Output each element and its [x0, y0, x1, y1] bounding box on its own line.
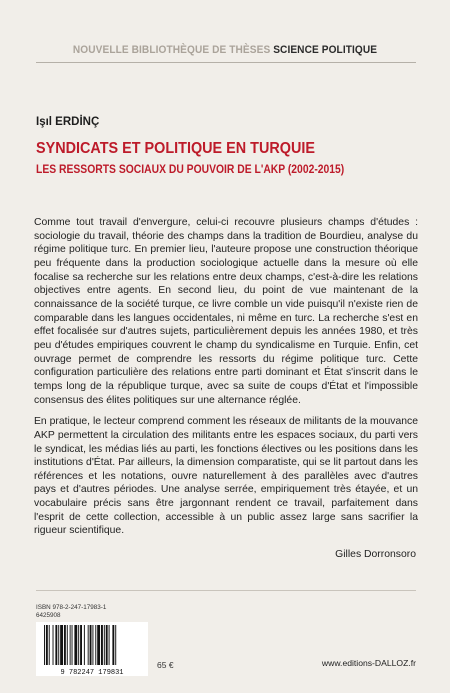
author-name: Işıl ERDİNÇ [36, 116, 100, 128]
barcode [36, 622, 148, 676]
blurb-paragraph-2: En pratique, le lecteur comprend comment les réseaux de militants de la mouvance AKP permettent la circulation des militants entre les espaces sociaux, du parti vers le syndicat, les médias liés au parti, les fonctions électives ou les positions dans les institutions d'État. Par ailleurs, la dimension comparatiste, qui se lit partout dans les références et les notations, ouvre naturellement à des parallèles avec d'autres pays et d'autres périodes. Une analyse serrée, empiriquement très étayée, et un vocabulaire précis sans être jargonnant rendent ce travail, parfaitement dans l'esprit de cette collection, accessible à un public assez large sans sacrifier la rigueur scientifique. [34, 416, 418, 537]
series-discipline: SCIENCE POLITIQUE [273, 44, 378, 56]
barcode-bar [64, 625, 66, 665]
barcode-bar [46, 625, 48, 665]
barcode-bar [80, 625, 82, 665]
series-collection: NOUVELLE BIBLIOTHÈQUE DE THÈSES [72, 44, 271, 56]
publisher-website: www.editions-DALLOZ.fr [321, 658, 416, 668]
isbn-number: ISBN 978-2-247-17983-1 [36, 604, 107, 611]
barcode-bar [72, 625, 73, 665]
price: 65 € [157, 660, 174, 670]
blurb [34, 216, 418, 538]
bottom-divider [36, 590, 416, 591]
barcode-bar [84, 625, 85, 665]
barcode-bar [74, 625, 77, 665]
barcode-bar [104, 625, 105, 665]
barcode-bar [78, 625, 79, 665]
barcode-bar [92, 625, 93, 665]
barcode-bar [109, 625, 110, 665]
barcode-bar [67, 625, 68, 665]
barcode-bar [97, 625, 100, 665]
barcode-bar [49, 625, 50, 665]
barcode-bar [44, 625, 45, 665]
barcode-digits: 9 782247 179831 [60, 669, 124, 676]
barcode-bar [115, 625, 116, 665]
barcode-bar [90, 625, 92, 665]
reference-number: 6425908 [36, 612, 61, 619]
isbn-block [36, 604, 176, 620]
barcode-bar [60, 625, 63, 665]
book-subtitle: LES RESSORTS SOCIAUX DU POUVOIR DE L'AKP (2002-2015) [36, 164, 345, 176]
series-title [27, 44, 423, 56]
top-divider [36, 62, 416, 63]
barcode-bar [95, 625, 96, 665]
barcode-bar [55, 625, 57, 665]
barcode-bar [58, 625, 59, 665]
blurb-signature: Gilles Dorronsoro [335, 549, 416, 560]
book-title: SYNDICATS ET POLITIQUE EN TURQUIE [36, 140, 315, 157]
blurb-paragraph-1: Comme tout travail d'envergure, celui-ci recouvre plusieurs champs d'études : sociologie du travail, théorie des champs dans la tradition de Bourdieu, analyse du régime politique turc. En premier lieu, l'auteure propose une construction théorique peu fréquente dans la production sociologique actuelle dans la mesure où elle focalise sa recherche sur les relations entre deux champs, c'est-à-dire les relations objectives entre agents. En second lieu, du point de vue maintenant de la connaissance de la société turque, ce livre comble un vide puisqu'il n'existe rien de comparable dans les langues occidentales, ni même en turc. La recherche s'est en effet focalisée sur d'autres sujets, particulièrement depuis les années 1980, et très peu d'études empiriques couvrent le champ du syndicalisme en Turquie. Enfin, cet ouvrage permet de comprendre les ressorts du régime politique turc. Cette configuration particulière des relations entre parti dominant et État s'inscrit dans le temps long de la république turque, avec sa suite de coups d'État et l'impossible consensus des élites politiques sur une alternance réglée. [34, 217, 418, 406]
barcode-bar [70, 625, 71, 665]
barcode-bar [53, 625, 54, 665]
barcode-bar [101, 625, 103, 665]
barcode-bar [88, 625, 89, 665]
barcode-bar [112, 625, 114, 665]
barcode-bar [106, 625, 108, 665]
barcode-graphic [36, 622, 148, 676]
